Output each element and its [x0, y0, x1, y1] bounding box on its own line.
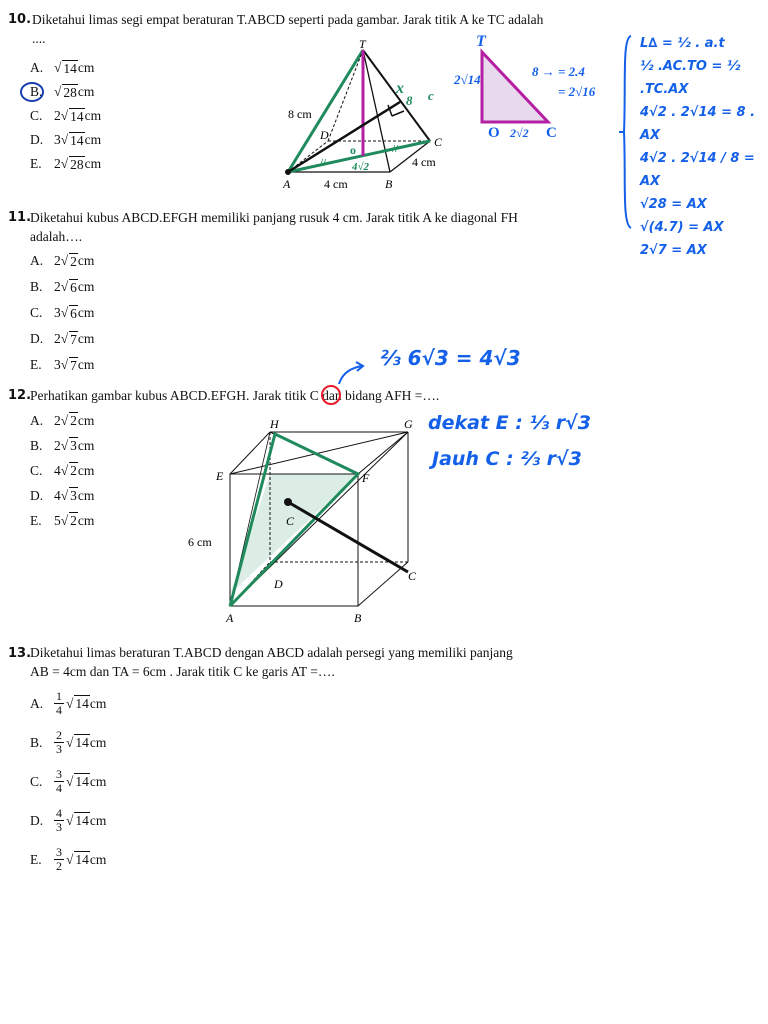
label-A: A	[226, 611, 234, 622]
label-edge: 8 cm	[288, 107, 312, 121]
unit: cm	[89, 773, 107, 789]
label-C: C	[434, 135, 443, 149]
radicand: 28	[70, 156, 84, 172]
denominator: 3	[56, 820, 62, 834]
note-line: √28 = AX	[640, 197, 707, 212]
coefficient: 3	[54, 357, 61, 372]
cube-figure	[180, 412, 440, 622]
question-number: 11.	[8, 210, 32, 225]
numerator: 2	[56, 728, 62, 742]
radicand: 14	[63, 60, 77, 76]
question-text: Diketahui limas segi empat beraturan T.ABCD seperti pada gambar. Jarak titik A ke TC adalah ....	[32, 12, 544, 46]
ink-calc: ⅔ 6√3 = 4√3	[380, 346, 521, 370]
radicand: 14	[75, 813, 89, 828]
coefficient: 4	[54, 462, 61, 478]
label-D: D	[274, 577, 283, 591]
radicand: 6	[70, 279, 77, 295]
coefficient: 2	[54, 331, 61, 346]
sqrt-symbol: √	[66, 812, 74, 828]
ink-o: o	[350, 143, 356, 157]
radicand: 3	[70, 488, 77, 503]
pyramid-figure	[280, 38, 460, 198]
sqrt-symbol: √	[60, 253, 69, 268]
fraction	[54, 846, 64, 873]
radicand: 7	[70, 331, 77, 347]
label-H: H	[270, 417, 279, 431]
radicand: 2	[70, 413, 77, 428]
option-item[interactable]	[30, 152, 101, 176]
sqrt-symbol: √	[60, 331, 69, 346]
option-letter: B.	[30, 734, 43, 750]
option-item[interactable]	[30, 408, 94, 433]
handwritten-notes	[640, 32, 768, 262]
numerator: 3	[56, 767, 62, 781]
unit: cm	[77, 357, 95, 372]
option-item[interactable]	[30, 248, 94, 274]
brace	[618, 34, 634, 230]
option-item[interactable]	[30, 326, 94, 352]
option-letter: C.	[30, 108, 43, 123]
option-letter: A.	[30, 695, 44, 711]
ink-8: 8	[406, 93, 413, 108]
label-F: F	[362, 471, 370, 485]
question-number: 13.	[8, 646, 32, 661]
label-T: T	[359, 38, 366, 51]
sqrt-symbol: √	[60, 108, 69, 123]
unit: cm	[77, 279, 95, 294]
tri-O: O	[488, 125, 500, 141]
ink-4r2: 4√2	[352, 161, 370, 173]
sqrt-symbol: √	[60, 512, 69, 528]
coefficient: 5	[54, 512, 61, 528]
label-C-in: C	[286, 514, 295, 528]
option-item[interactable]	[30, 458, 94, 483]
note-line: 4√2 . 2√14 = 8 . AX	[640, 105, 756, 143]
option-item[interactable]	[30, 684, 106, 723]
sqrt-symbol: √	[54, 60, 62, 75]
coefficient: 2	[54, 412, 61, 428]
tri-right-a: 8 → = 2.4	[532, 64, 585, 79]
label-side: 6 cm	[188, 535, 212, 549]
unit: cm	[77, 305, 95, 320]
option-letter: D.	[30, 331, 44, 346]
unit: cm	[84, 108, 102, 123]
sqrt-symbol: √	[60, 305, 69, 320]
radicand: 14	[70, 108, 84, 124]
unit: cm	[77, 462, 95, 478]
option-item[interactable]	[30, 352, 94, 378]
option-letter: E.	[30, 357, 42, 372]
label-G: G	[404, 417, 413, 431]
label-D: D	[320, 128, 329, 142]
fraction	[54, 690, 64, 717]
option-item[interactable]	[30, 433, 94, 458]
option-letter: E.	[30, 851, 42, 867]
radicand: 7	[70, 357, 77, 373]
unit: cm	[77, 331, 95, 346]
unit: cm	[77, 512, 95, 528]
denominator: 4	[56, 781, 62, 795]
denominator: 3	[56, 742, 62, 756]
sqrt-symbol: √	[66, 695, 74, 711]
fraction	[54, 729, 64, 756]
note-line: ½ .AC.TO = ½ .TC.AX	[640, 59, 741, 97]
option-item[interactable]	[30, 840, 106, 879]
radicand: 14	[75, 696, 89, 711]
option-letter: C.	[30, 462, 43, 478]
answer-circle	[18, 80, 48, 104]
label-A: A	[283, 177, 291, 191]
sqrt-symbol: √	[66, 851, 74, 867]
coefficient: 2	[54, 108, 61, 123]
denominator: 2	[56, 859, 62, 873]
option-letter: B.	[30, 437, 43, 453]
unit: cm	[77, 487, 95, 503]
option-letter: A.	[30, 60, 44, 75]
unit: cm	[77, 84, 95, 99]
coefficient: 2	[54, 279, 61, 294]
tri-T: T	[476, 33, 486, 50]
sqrt-symbol: √	[66, 734, 74, 750]
options-list	[30, 408, 94, 533]
sqrt-symbol: √	[66, 773, 74, 789]
sqrt-symbol: √	[54, 84, 62, 99]
tri-left: 2√14	[454, 72, 481, 87]
coefficient: 2	[54, 156, 61, 171]
option-item[interactable]	[30, 723, 106, 762]
unit: cm	[89, 812, 107, 828]
radicand: 2	[70, 513, 77, 528]
option-letter: E.	[30, 156, 42, 171]
unit: cm	[89, 734, 107, 750]
option-letter: D.	[30, 132, 44, 147]
sqrt-symbol: √	[60, 487, 69, 503]
coefficient: 3	[54, 132, 61, 147]
sqrt-symbol: √	[60, 462, 69, 478]
unit: cm	[77, 437, 95, 453]
option-item[interactable]	[30, 56, 101, 80]
coefficient: 2	[54, 253, 61, 268]
unit: cm	[77, 60, 95, 75]
numerator: 1	[56, 689, 62, 703]
unit: cm	[89, 695, 107, 711]
fraction	[54, 768, 64, 795]
option-letter: D.	[30, 487, 44, 503]
radicand: 6	[70, 305, 77, 321]
ink-dekat: dekat E : ⅓ r√3	[428, 412, 591, 434]
option-letter: C.	[30, 773, 43, 789]
ink-c: c	[428, 88, 434, 103]
radicand: 3	[70, 438, 77, 453]
fraction	[54, 807, 64, 834]
option-item[interactable]	[30, 483, 94, 508]
note-line: √(4.7) = AX	[640, 220, 724, 235]
label-side: 4 cm	[412, 155, 436, 169]
sqrt-symbol: √	[60, 437, 69, 453]
side-triangle	[450, 30, 630, 150]
sqrt-symbol: √	[60, 412, 69, 428]
question-text: Diketahui limas beraturan T.ABCD dengan ABCD adalah persegi yang memiliki panjang AB = 4cm dan TA = 6cm . Jarak titik C ke garis AT =….	[30, 645, 513, 679]
option-item[interactable]	[30, 801, 106, 840]
label-base: 4 cm	[324, 177, 348, 191]
numerator: 3	[56, 845, 62, 859]
numerator: 4	[56, 806, 62, 820]
options-list	[30, 56, 101, 176]
note-line: 2√7 = AX	[640, 243, 707, 258]
ink-jauh: Jauh C : ⅔ r√3	[432, 448, 582, 470]
sqrt-symbol: √	[60, 279, 69, 294]
question-text: Diketahui kubus ABCD.EFGH memiliki panjang rusuk 4 cm. Jarak titik A ke diagonal FH adalah….	[30, 210, 518, 244]
radicand: 14	[75, 852, 89, 867]
option-letter: B.	[30, 279, 43, 294]
options-list	[30, 248, 94, 378]
unit: cm	[84, 156, 102, 171]
option-letter: E.	[30, 512, 42, 528]
radicand: 14	[75, 735, 89, 750]
option-item[interactable]	[30, 274, 94, 300]
options-list	[30, 684, 106, 879]
coefficient: 2	[54, 437, 61, 453]
label-B: B	[354, 611, 362, 622]
coefficient: 3	[54, 305, 61, 320]
tri-bottom: 2√2	[510, 126, 529, 140]
tri-C: C	[546, 125, 557, 141]
radicand: 14	[75, 774, 89, 789]
coefficient: 4	[54, 487, 61, 503]
radicand: 2	[70, 253, 77, 269]
denominator: 4	[56, 703, 62, 717]
option-item[interactable]	[30, 128, 101, 152]
svg-text://: //	[392, 143, 399, 155]
note-line: 4√2 . 2√14 / 8 = AX	[640, 151, 755, 189]
option-letter: A.	[30, 253, 44, 268]
radicand: 2	[70, 463, 77, 478]
label-B: B	[385, 177, 393, 191]
note-line: L∆ = ½ . a.t	[640, 36, 725, 51]
label-E: E	[216, 469, 224, 483]
question-number: 10.	[8, 12, 32, 27]
sqrt-symbol: √	[60, 156, 69, 171]
unit: cm	[77, 253, 95, 268]
tri-right-b: = 2√16	[558, 84, 596, 99]
option-item[interactable]	[30, 104, 101, 128]
option-letter: B.	[30, 84, 43, 99]
sqrt-symbol: √	[60, 357, 69, 372]
option-letter: A.	[30, 412, 44, 428]
label-C: C	[408, 569, 417, 583]
ink-arrow	[336, 360, 370, 388]
option-item[interactable]	[30, 762, 106, 801]
question-number: 12.	[8, 388, 32, 403]
unit: cm	[84, 132, 102, 147]
radicand: 28	[63, 84, 77, 100]
radicand: 14	[70, 132, 84, 148]
option-item[interactable]	[30, 508, 94, 533]
option-item[interactable]	[30, 300, 94, 326]
svg-text://: //	[320, 157, 327, 169]
unit: cm	[77, 412, 95, 428]
option-letter: C.	[30, 305, 43, 320]
option-letter: D.	[30, 812, 44, 828]
sqrt-symbol: √	[60, 132, 69, 147]
question-text: Perhatikan gambar kubus ABCD.EFGH. Jarak titik C dan bidang AFH =….	[30, 388, 440, 403]
ink-x: x	[396, 80, 404, 97]
unit: cm	[89, 851, 107, 867]
